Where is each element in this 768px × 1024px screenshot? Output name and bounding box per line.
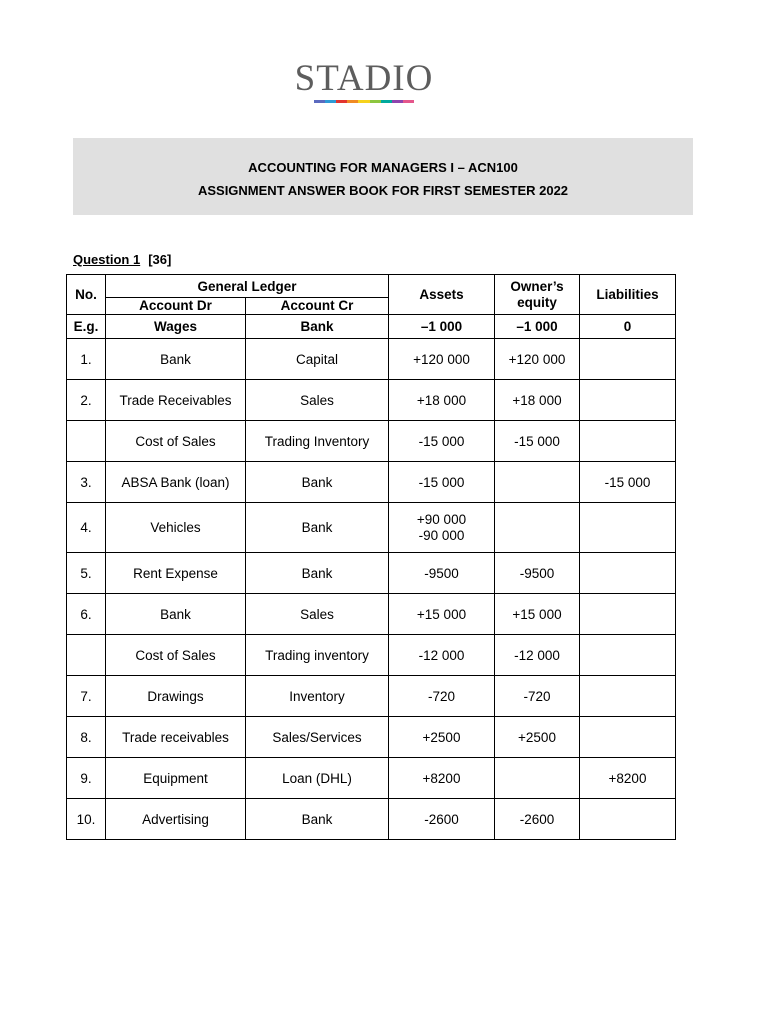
ledger-table	[66, 274, 676, 840]
cell-liabilities	[580, 799, 676, 840]
logo-bar-segment	[392, 100, 403, 103]
cell-liabilities	[580, 635, 676, 676]
cell-no: E.g.	[67, 315, 106, 339]
cell-owners-equity: +120 000	[495, 339, 580, 380]
cell-owners-equity: -15 000	[495, 421, 580, 462]
cell-account-dr: Cost of Sales	[106, 421, 246, 462]
cell-owners-equity: +15 000	[495, 594, 580, 635]
cell-owners-equity: -720	[495, 676, 580, 717]
logo-bar-segment	[370, 100, 381, 103]
cell-assets: -2600	[389, 799, 495, 840]
example-row	[67, 315, 676, 339]
cell-account-dr: Cost of Sales	[106, 635, 246, 676]
document-header	[73, 138, 693, 215]
cell-account-cr: Trading Inventory	[246, 421, 389, 462]
cell-account-dr: Advertising	[106, 799, 246, 840]
cell-account-cr: Trading inventory	[246, 635, 389, 676]
cell-assets: +120 000	[389, 339, 495, 380]
table-row	[67, 676, 676, 717]
cell-account-cr: Bank	[246, 799, 389, 840]
cell-owners-equity: -2600	[495, 799, 580, 840]
logo-bar-segment	[336, 100, 347, 103]
header-account-dr: Account Dr	[106, 298, 246, 315]
cell-owners-equity	[495, 758, 580, 799]
cell-owners-equity	[495, 503, 580, 553]
cell-liabilities: 0	[580, 315, 676, 339]
cell-owners-equity: -12 000	[495, 635, 580, 676]
cell-owners-equity: +2500	[495, 717, 580, 758]
table-row	[67, 339, 676, 380]
table-row	[67, 462, 676, 503]
cell-liabilities: -15 000	[580, 462, 676, 503]
cell-liabilities	[580, 594, 676, 635]
cell-assets: +15 000	[389, 594, 495, 635]
cell-assets	[389, 503, 495, 553]
cell-assets: +8200	[389, 758, 495, 799]
cell-account-dr: Vehicles	[106, 503, 246, 553]
table-row	[67, 553, 676, 594]
logo-bar-segment	[325, 100, 336, 103]
table-row	[67, 717, 676, 758]
table-row	[67, 758, 676, 799]
cell-assets: +18 000	[389, 380, 495, 421]
header-owners-equity: Owner’s equity	[495, 275, 580, 315]
assets-value-1: +90 000	[416, 511, 467, 527]
cell-owners-equity: –1 000	[495, 315, 580, 339]
logo-bar-segment	[358, 100, 369, 103]
cell-account-cr: Sales/Services	[246, 717, 389, 758]
cell-no: 9.	[67, 758, 106, 799]
cell-account-dr: Bank	[106, 339, 246, 380]
cell-liabilities	[580, 380, 676, 421]
cell-account-cr: Bank	[246, 315, 389, 339]
cell-account-cr: Capital	[246, 339, 389, 380]
cell-no: 10.	[67, 799, 106, 840]
cell-liabilities	[580, 421, 676, 462]
header-no: No.	[67, 275, 106, 315]
cell-assets: –1 000	[389, 315, 495, 339]
cell-liabilities	[580, 717, 676, 758]
cell-no: 1.	[67, 339, 106, 380]
cell-account-cr: Loan (DHL)	[246, 758, 389, 799]
header-liabilities: Liabilities	[580, 275, 676, 315]
header-assets: Assets	[389, 275, 495, 315]
cell-no: 5.	[67, 553, 106, 594]
cell-assets: -15 000	[389, 462, 495, 503]
cell-assets: -720	[389, 676, 495, 717]
cell-account-cr: Sales	[246, 594, 389, 635]
cell-account-cr: Bank	[246, 553, 389, 594]
cell-owners-equity	[495, 462, 580, 503]
cell-account-dr: Wages	[106, 315, 246, 339]
cell-liabilities	[580, 676, 676, 717]
cell-no: 4.	[67, 503, 106, 553]
cell-no: 3.	[67, 462, 106, 503]
table-row	[67, 799, 676, 840]
cell-account-dr: ABSA Bank (loan)	[106, 462, 246, 503]
assets-value-2: -90 000	[418, 527, 465, 543]
assignment-title: ASSIGNMENT ANSWER BOOK FOR FIRST SEMESTER 2022	[197, 183, 569, 198]
question-marks: [36]	[148, 252, 172, 267]
question-heading	[73, 252, 171, 267]
table-row	[67, 380, 676, 421]
cell-account-dr: Drawings	[106, 676, 246, 717]
logo-bar-segment	[381, 100, 392, 103]
logo-bar-segment	[314, 100, 325, 103]
cell-account-cr: Inventory	[246, 676, 389, 717]
cell-liabilities	[580, 503, 676, 553]
cell-account-dr: Rent Expense	[106, 553, 246, 594]
logo-bar-segment	[403, 100, 414, 103]
cell-no: 8.	[67, 717, 106, 758]
cell-assets: -15 000	[389, 421, 495, 462]
cell-liabilities	[580, 339, 676, 380]
header-account-cr: Account Cr	[246, 298, 389, 315]
table-row	[67, 635, 676, 676]
cell-account-cr: Bank	[246, 503, 389, 553]
cell-no: 6.	[67, 594, 106, 635]
cell-assets: +2500	[389, 717, 495, 758]
table-row	[67, 594, 676, 635]
cell-owners-equity: -9500	[495, 553, 580, 594]
cell-owners-equity: +18 000	[495, 380, 580, 421]
cell-no	[67, 421, 106, 462]
cell-liabilities	[580, 553, 676, 594]
logo-color-bar	[314, 100, 414, 103]
cell-account-cr: Sales	[246, 380, 389, 421]
cell-account-dr: Bank	[106, 594, 246, 635]
cell-account-cr: Bank	[246, 462, 389, 503]
question-label: Question 1	[73, 252, 141, 267]
table-row	[67, 421, 676, 462]
cell-liabilities: +8200	[580, 758, 676, 799]
course-title: ACCOUNTING FOR MANAGERS I – ACN100	[248, 160, 518, 175]
cell-no: 7.	[67, 676, 106, 717]
header-general-ledger: General Ledger	[106, 275, 389, 298]
cell-account-dr: Trade receivables	[106, 717, 246, 758]
cell-assets: -9500	[389, 553, 495, 594]
cell-assets: -12 000	[389, 635, 495, 676]
logo-wordmark: STADIO	[294, 58, 434, 99]
cell-account-dr: Trade Receivables	[106, 380, 246, 421]
logo-bar-segment	[347, 100, 358, 103]
cell-account-dr: Equipment	[106, 758, 246, 799]
stadio-logo	[0, 60, 728, 103]
table-row	[67, 503, 676, 553]
cell-no	[67, 635, 106, 676]
cell-no: 2.	[67, 380, 106, 421]
